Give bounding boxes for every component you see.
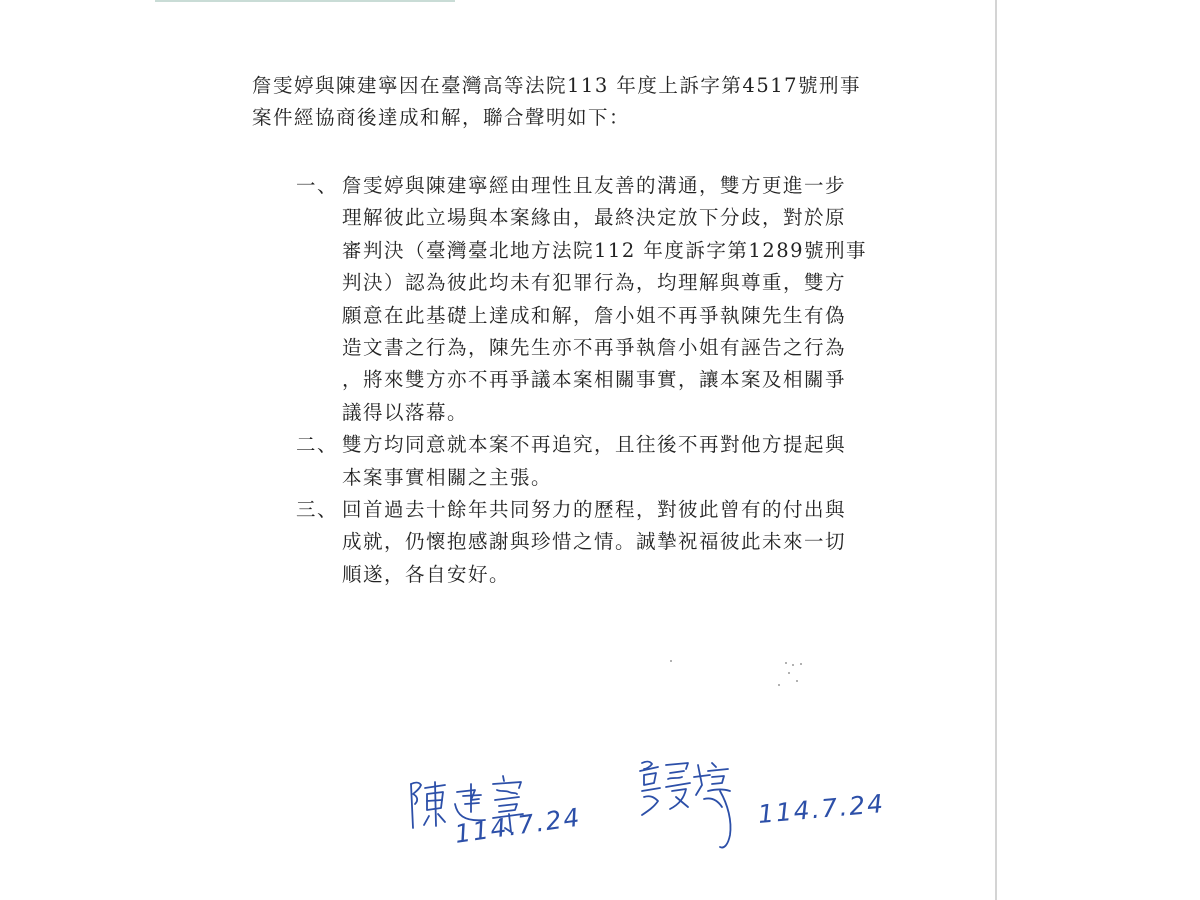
signature-chan xyxy=(632,755,752,855)
statement-list xyxy=(296,170,896,591)
item-number: 一、 xyxy=(296,174,339,197)
item-line: 詹雯婷與陳建寧經由理性且友善的溝通，雙方更進一步 xyxy=(342,174,847,197)
scan-specks xyxy=(660,650,820,700)
right-edge-line xyxy=(995,0,997,900)
item-line: 議得以落幕。 xyxy=(342,400,469,424)
item-line: 順遂，各自安好。 xyxy=(342,562,511,586)
signature-date-1: 114.7.24 xyxy=(452,802,584,849)
statement-item-2 xyxy=(296,429,896,494)
item-line: ，將來雙方亦不再爭議本案相關事實，讓本案及相關爭 xyxy=(342,368,847,392)
intro-line: 案件經協商後達成和解，聯合聲明如下： xyxy=(252,106,631,129)
item-line: 造文書之行為，陳先生亦不再爭執詹小姐有誣告之行為 xyxy=(342,336,847,360)
item-line: 理解彼此立場與本案緣由，最終決定放下分歧，對於原 xyxy=(342,206,847,230)
intro-paragraph xyxy=(252,70,902,134)
item-line: 成就，仍懷抱感謝與珍惜之情。誠摯祝福彼此未來一切 xyxy=(342,530,847,554)
statement-item-3 xyxy=(296,494,896,591)
item-line: 審判決（臺灣臺北地方法院112 年度訴字第1289號刑事 xyxy=(342,238,868,262)
item-number: 三、 xyxy=(296,498,339,522)
item-line: 雙方均同意就本案不再追究，且往後不再對他方提起與 xyxy=(342,433,847,457)
intro-line: 詹雯婷與陳建寧因在臺灣高等法院113 年度上訴字第4517號刑事 xyxy=(252,74,862,97)
item-number: 二、 xyxy=(296,433,339,457)
item-line: 判決）認為彼此均未有犯罪行為，均理解與尊重，雙方 xyxy=(342,271,847,295)
item-line: 回首過去十餘年共同努力的歷程，對彼此曾有的付出與 xyxy=(342,498,847,522)
item-line: 願意在此基礎上達成和解，詹小姐不再爭執陳先生有偽 xyxy=(342,303,847,327)
statement-item-1 xyxy=(296,170,896,429)
top-edge-line xyxy=(155,0,455,2)
signature-date-2: 114.7.24 xyxy=(756,788,887,829)
item-line: 本案事實相關之主張。 xyxy=(342,465,553,489)
